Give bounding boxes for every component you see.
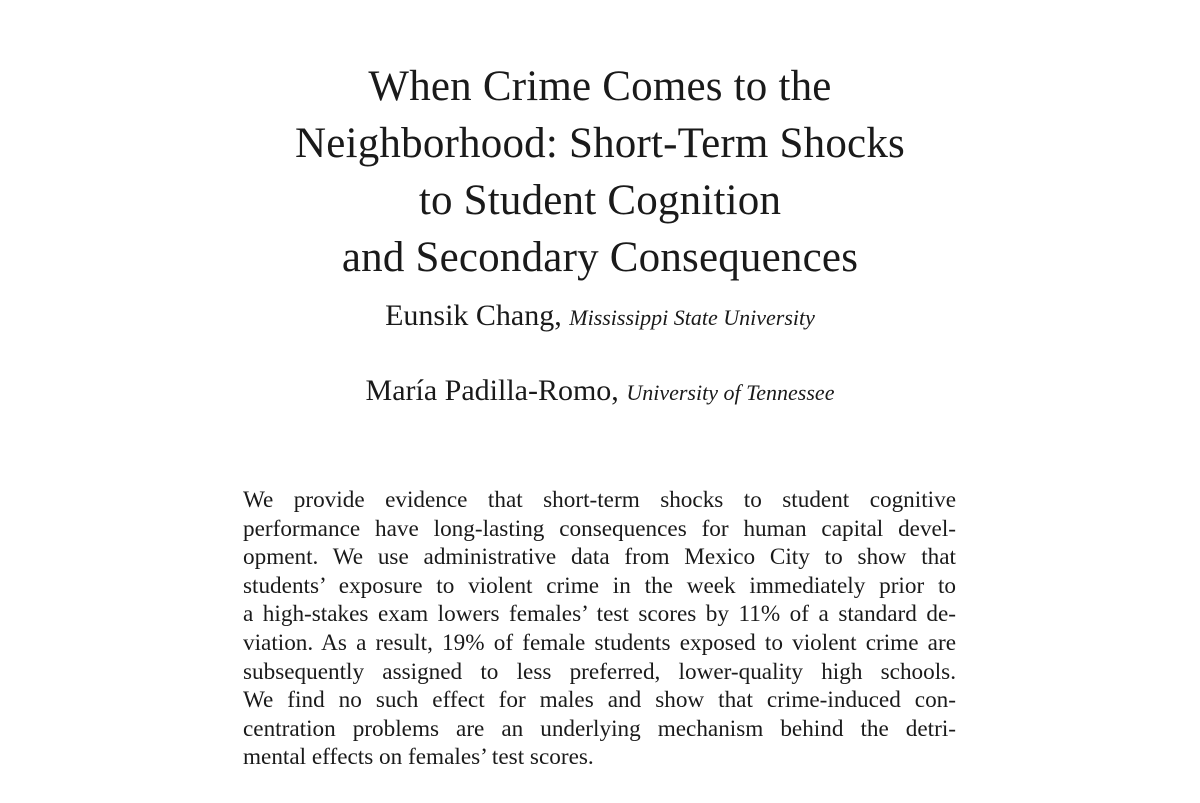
author-entry [150, 298, 1050, 336]
title-line: Neighborhood: Short-Term Shocks [295, 120, 905, 167]
abstract-line: We provide evidence that short-term shocks to student cognitive [243, 487, 956, 513]
author-entry [150, 373, 1050, 411]
abstract-line: students’ exposure to violent crime in the week immediately prior to [243, 572, 956, 599]
abstract-line: viation. As a result, 19% of female students exposed to violent crime are [243, 629, 956, 656]
author-affiliation: University of Tennessee [626, 380, 835, 405]
author-name: María Padilla-Romo, [365, 374, 619, 407]
title-line: to Student Cognition [418, 177, 782, 224]
abstract-line: a high-stakes exam lowers females’ test scores by 11% of a standard de- [243, 601, 956, 628]
title-line: and Secondary Consequences [341, 234, 859, 281]
author-name: Eunsik Chang, [385, 299, 562, 332]
abstract-line: We find no such effect for males and show that crime-induced con- [243, 687, 956, 714]
abstract-line: opment. We use administrative data from Mexico City to show that [243, 544, 956, 571]
abstract [243, 486, 956, 772]
author-affiliation: Mississippi State University [569, 305, 815, 330]
paper-title [150, 58, 1050, 286]
abstract-line: subsequently assigned to less preferred, lower-quality high schools. [243, 658, 956, 685]
abstract-line: mental effects on females’ test scores. [243, 744, 594, 771]
title-line: When Crime Comes to the [368, 63, 832, 110]
abstract-line: performance have long-lasting consequences for human capital devel- [243, 515, 956, 542]
abstract-line: centration problems are an underlying mechanism behind the detri- [243, 715, 956, 742]
